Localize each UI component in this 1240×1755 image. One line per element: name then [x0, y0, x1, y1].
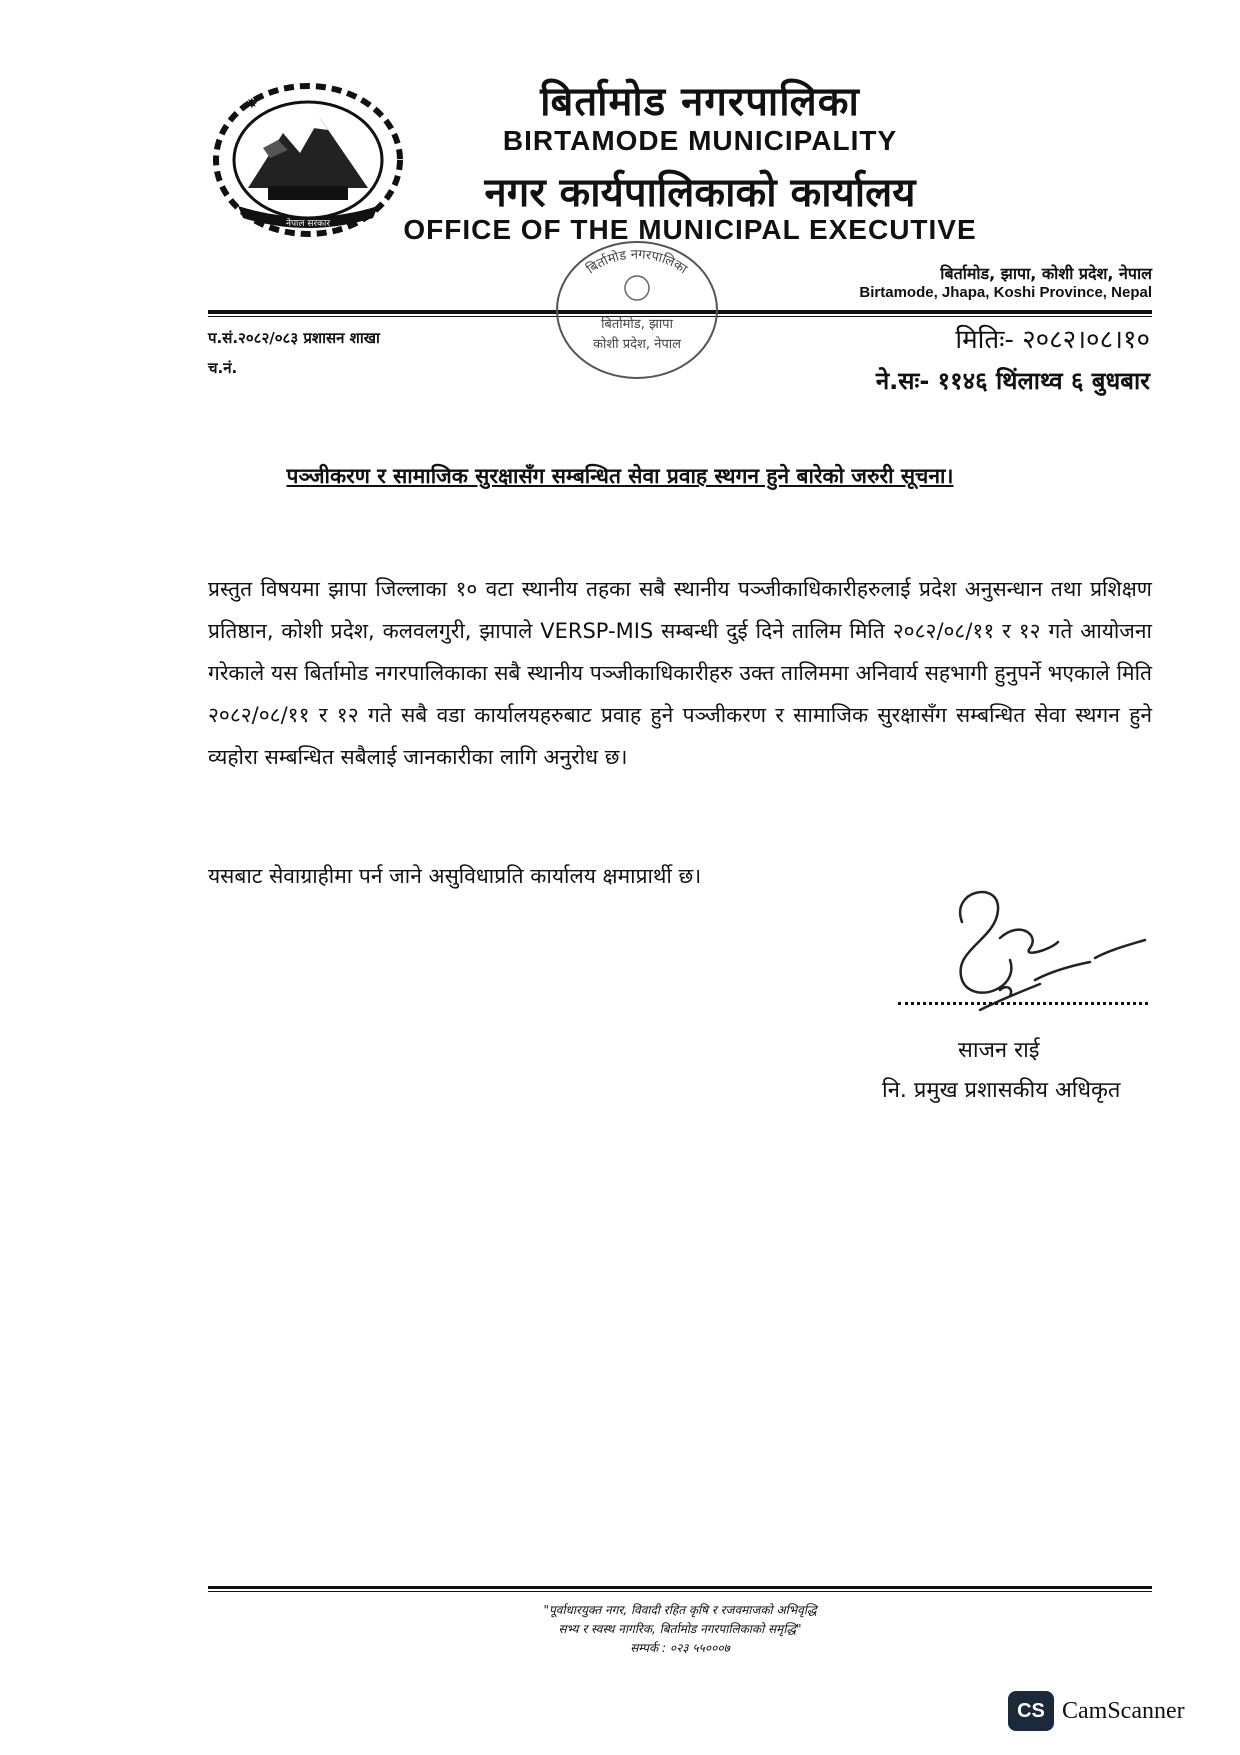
- footer-motto-line1: "पूर्वाधारयुक्त नगर, विवादी रहित कृषि र रजवमाजको अभिवृद्धि: [543, 1603, 817, 1617]
- signatory-name: साजन राई: [958, 1038, 1040, 1063]
- signature-line: [898, 1002, 1148, 1005]
- dispatch-number: च.नं.: [208, 359, 238, 377]
- reference-number: प.सं.२०८२/०८३ प्रशासन शाखा: [208, 329, 380, 347]
- signatory-title: नि. प्रमुख प्रशासकीय अधिकृत: [882, 1078, 1121, 1103]
- apology-line: यसबाट सेवाग्राहीमा पर्न जाने असुविधाप्रति कार्यालय क्षमाप्रार्थी छ।: [208, 864, 702, 888]
- notice-body: प्रस्तुत विषयमा झापा जिल्लाका १० वटा स्थानीय तहका सबै स्थानीय पञ्जीकाधिकारीहरुलाई प्रदेश अनुसन्धान तथा प्रशिक्षण प्रतिष्ठान, कोशी प्रदेश, कलवलगुरी, झापाले VERSP-MIS सम्बन्धी दुई दिने तालिम मिति २०८२/०८/११ र १२ गते आयोजना गरेकाले यस बिर्तामोड नगरपालिकाका सबै स्थानीय पञ्जीकाधिकारीहरु उक्त तालिममा अनिवार्य सहभागी हुनुपर्ने भएकाले मिति २०८२/०८/११ र १२ गते सबै वडा कार्यालयहरुबाट प्रवाह हुने पञ्जीकरण र सामाजिक सुरक्षासँग सम्बन्धित सेवा स्थगन हुने व्यहोरा सम्बन्धित सबैलाई जानकारीका लागि अनुरोध छ।: [208, 577, 1152, 769]
- address-nepali: बिर्तामोड, झापा, कोशी प्रदेश, नेपाल: [940, 264, 1152, 283]
- date-nepal-sambat: ने.सः- ११४६ थिंलाथ्व ६ बुधबार: [875, 367, 1150, 395]
- municipality-emblem: [208, 78, 408, 238]
- footer-contact: सम्पर्क : ०२३ ५५०००७: [630, 1641, 730, 1655]
- notice-subject: [140, 462, 1100, 490]
- office-name-english: OFFICE OF THE MUNICIPAL EXECUTIVE: [403, 214, 977, 245]
- municipality-name-nepali: बिर्तामोड नगरपालिका: [540, 79, 860, 125]
- notice-subject-text: पञ्जीकरण र सामाजिक सुरक्षासँग सम्बन्धित सेवा प्रवाह स्थगन हुने बारेको जरुरी सूचना।: [286, 464, 954, 488]
- office-stamp: [548, 236, 726, 384]
- svg-text:बिर्तामोड नगरपालिका: बिर्तामोड नगरपालिका: [584, 247, 690, 278]
- handwritten-signature: [940, 880, 1170, 1040]
- office-name-nepali: नगर कार्यपालिकाको कार्यालय: [484, 170, 916, 216]
- svg-text:नेपाल सरकार: नेपाल सरकार: [285, 219, 331, 229]
- svg-text:बिर्तामोड, झापा: बिर्तामोड, झापा: [601, 317, 673, 332]
- svg-text:✸: ✸: [246, 96, 258, 112]
- camscanner-watermark: [1008, 1691, 1185, 1731]
- municipality-name-english: BIRTAMODE MUNICIPALITY: [502, 125, 898, 156]
- date-bs: मितिः- २०८२।०८।१०: [955, 325, 1150, 355]
- svg-text:कोशी प्रदेश, नेपाल: कोशी प्रदेश, नेपाल: [593, 337, 681, 352]
- camscanner-text: CamScanner: [1062, 1697, 1185, 1724]
- footer-rule-thin: [208, 1591, 1152, 1592]
- footer-motto-line2: सभ्य र स्वस्थ नागरिक, बिर्तामोड नगरपालिकाको समृद्धि": [558, 1622, 802, 1636]
- footer-rule: [208, 1586, 1152, 1589]
- address-english: Birtamode, Jhapa, Koshi Province, Nepal: [859, 284, 1152, 301]
- camscanner-icon: CS: [1008, 1691, 1054, 1731]
